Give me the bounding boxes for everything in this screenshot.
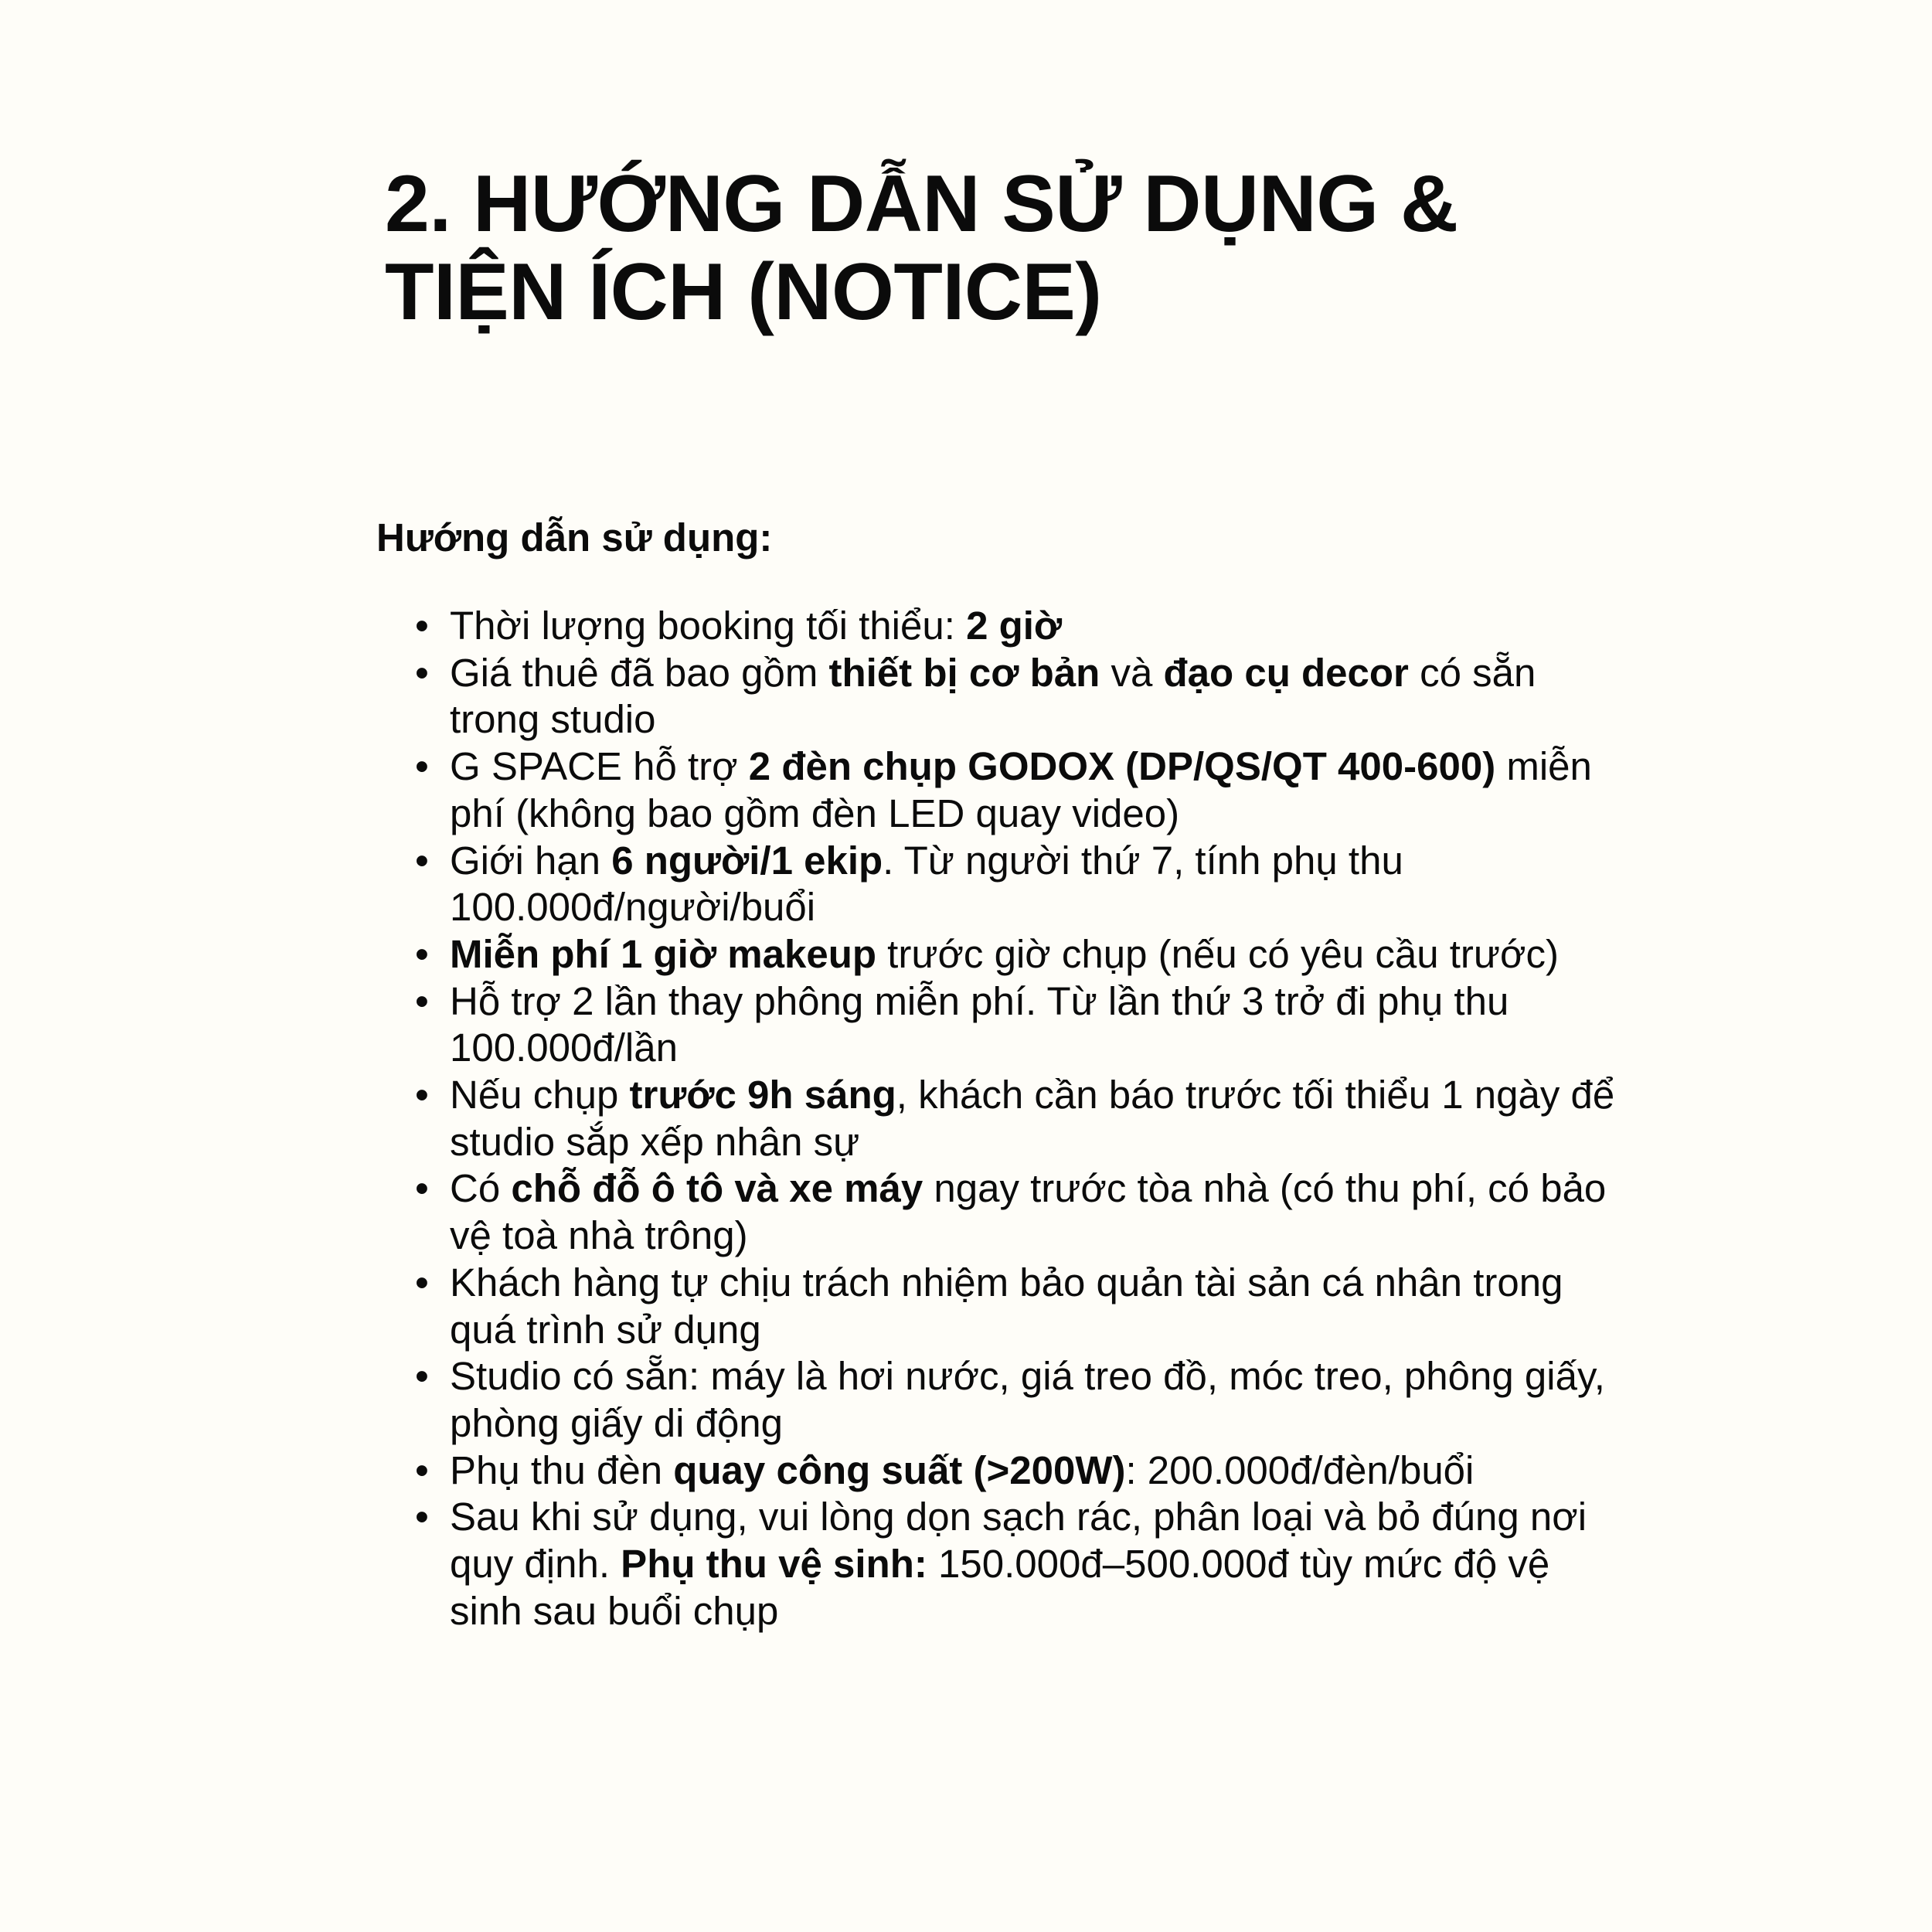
list-item-emphasis: Miễn phí 1 giờ makeup [450, 931, 877, 976]
list-item-text: Giá thuê đã bao gồm [450, 650, 829, 695]
list-item [415, 931, 1621, 978]
list-item-emphasis: 2 đèn chụp GODOX (DP/QS/QT 400-600) [748, 744, 1496, 789]
bullet-icon: • [415, 838, 429, 883]
list-item-text: Khách hàng tự chịu trách nhiệm bảo quản tài sản cá nhân trong quá trình sử dụng [450, 1260, 1563, 1352]
list-item [415, 743, 1621, 837]
bullet-icon: • [415, 978, 429, 1023]
list-item-text: Nếu chụp [450, 1073, 630, 1117]
list-item-text: Studio có sẵn: máy là hơi nước, giá treo đồ, móc treo, phông giấy, phòng giấy di động [450, 1354, 1605, 1445]
list-item-emphasis: trước 9h sáng [629, 1073, 896, 1117]
bullet-icon: • [415, 650, 429, 695]
page-title [385, 160, 1699, 336]
list-item-text: và [1100, 650, 1164, 695]
list-item-emphasis: quay công suất (>200W) [673, 1447, 1126, 1492]
bullet-icon: • [415, 1354, 429, 1399]
list-item-emphasis: 2 giờ [966, 604, 1063, 648]
list-item-emphasis: chỗ đỗ ô tô và xe máy [511, 1166, 923, 1211]
bullet-icon: • [415, 931, 429, 976]
list-item-emphasis: 6 người/1 ekip [611, 838, 883, 883]
list-item [415, 1447, 1621, 1495]
usage-guide-section [376, 509, 1615, 1633]
section-heading: Hướng dẫn sử dụng: [376, 515, 773, 560]
bullet-icon: • [415, 1166, 429, 1211]
list-item-text: ngay trước tòa nhà (có thu phí, có bảo vệ toà nhà trông) [450, 1166, 1607, 1258]
list-item-emphasis: Phụ thu vệ sinh: [621, 1542, 927, 1587]
list-item-emphasis: thiết bị cơ bản [828, 650, 1100, 695]
list-item-text: Có [450, 1166, 512, 1211]
list-item [415, 1165, 1621, 1259]
list-item [415, 978, 1621, 1072]
list-item-text: , khách cần báo trước tối thiểu 1 ngày để studio sắp xếp nhân sự [450, 1073, 1615, 1164]
list-item [415, 603, 1621, 650]
list-item-text: miễn phí (không bao gồm đèn LED quay video) [450, 744, 1592, 835]
list-item-text: Thời lượng booking tối thiểu: [450, 604, 967, 648]
list-item [415, 650, 1621, 743]
list-item-emphasis: đạo cụ decor [1163, 650, 1409, 695]
list-item [415, 1260, 1621, 1353]
page-title-line-1: 2. HƯỚNG DẪN SỬ DỤNG & [385, 159, 1458, 249]
list-item [415, 1353, 1621, 1447]
bullet-icon: • [415, 1495, 429, 1539]
list-item-text: 150.000đ–500.000đ tùy mức độ vệ sinh sau buổi chụp [450, 1542, 1550, 1633]
list-item-text: Giới hạn [450, 838, 612, 883]
list-item-text: Phụ thu đèn [450, 1447, 674, 1492]
list-item-text: trước giờ chụp (nếu có yêu cầu trước) [876, 931, 1559, 976]
bullet-icon: • [415, 1447, 429, 1492]
bullet-icon: • [415, 1073, 429, 1117]
bullet-icon: • [415, 604, 429, 648]
list-item-text: Hỗ trợ 2 lần thay phông miễn phí. Từ lần thứ 3 trở đi phụ thu 100.000đ/lần [450, 978, 1509, 1070]
notice-list [415, 603, 1621, 1634]
list-item-text: : 200.000đ/đèn/buổi [1125, 1447, 1475, 1492]
list-item [415, 838, 1621, 931]
list-item-text: có sẵn trong studio [450, 650, 1536, 742]
list-item-text: . Từ người thứ 7, tính phụ thu 100.000đ/người/buổi [450, 838, 1403, 930]
list-item [415, 1072, 1621, 1165]
bullet-icon: • [415, 744, 429, 789]
list-item-text: Sau khi sử dụng, vui lòng dọn sạch rác, phân loại và bỏ đúng nơi quy định. [450, 1495, 1587, 1587]
list-item-text: G SPACE hỗ trợ [450, 744, 749, 789]
page-title-line-2: TIỆN ÍCH (NOTICE) [385, 247, 1102, 337]
list-item [415, 1494, 1621, 1634]
bullet-icon: • [415, 1260, 429, 1304]
